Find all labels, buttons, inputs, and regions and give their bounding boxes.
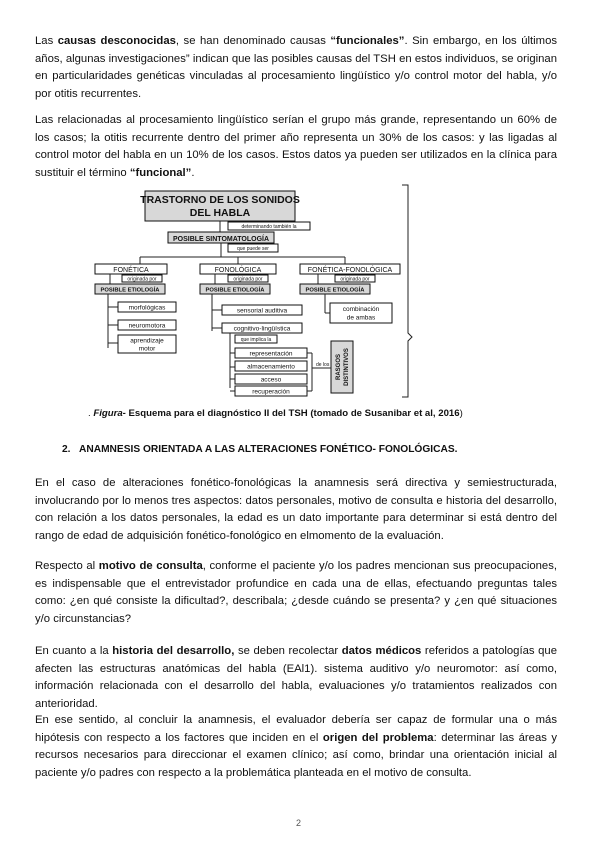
connector2-text: que puede ser	[237, 246, 269, 252]
sintomatologia-text: POSIBLE SINTOMATOLOGÍA	[172, 236, 270, 243]
page-number: 2	[296, 818, 302, 828]
figure-caption: . Figura- Esquema para el diagnóstico II del TSH (tomado de Susanibar et al, 2016)	[88, 408, 463, 419]
cause-aprendizaje: aprendizaje	[130, 337, 164, 345]
combinacion-line2: de ambas	[346, 314, 376, 322]
category-fonetica: FONÉTICA	[113, 267, 149, 274]
section-heading: 2. ANAMNESIS ORIENTADA A LAS ALTERACIONES FONÉTICO- FONOLÓGICAS.	[62, 444, 458, 455]
process-recuperacion: recuperación	[252, 388, 290, 396]
paragraph-motivo-consulta: Respecto al motivo de consulta, conforme el paciente y/o los padres mencionan sus preocupaciones, es indispensable que el entrevistador profundice en cada una de ellas, efectuando preguntas tales como: ¿en qué consiste la dificultad?, describala; ¿desde cuándo se presenta? y ¿en qué situaciones y/o circunstancias?	[35, 560, 557, 625]
que-implica-text: que implica la	[240, 337, 272, 343]
cause-morfologicas: morfológicas	[128, 304, 166, 312]
paragraph-anamnesis: En el caso de alteraciones fonético-fonológicas la anamnesis será directiva y semiestructurada, involucrando por lo menos tres aspectos: datos personales, motivo de consulta e historia del desarrollo, con relación a los datos personales, la edad es un dato importante para determinar si está dentro del rango de edad de adquisición fonético-fonológico en elmomento de la evaluación.	[35, 477, 557, 542]
paragraph-historia-desarrollo: En cuanto a la historia del desarrollo, se deben recolectar datos médicos referidos a patologías que afecten las estructuras anatómicas del habla (EAl1). sistema auditivo y/o neuromotor: así como, información relacionada con el desarrollo del habla, evaluaciones y/o tratamientos realizados con anterioridad.	[35, 645, 557, 710]
cause-sensorial-auditiva: sensorial auditiva	[236, 307, 288, 315]
paragraph-percentages: Las relacionadas al procesamiento lingüístico serían el grupo más grande, representando un 60% de los casos; la otitis recurrente dentro del primer año representa un 30% de los casos: y las ligadas al control motor del habla en un 10% de los casos. Estos datos ya pueden ser utilizados en la clínica para sustituir el término “funcional”.	[35, 114, 557, 179]
rasgos-line1: RASGOS	[336, 353, 342, 381]
originada-por-2: originada por	[233, 276, 263, 283]
diagram-bracket	[402, 185, 412, 397]
combinacion-line1: combinación	[342, 306, 380, 313]
tsh-diagnosis-diagram	[90, 183, 420, 405]
category-fonetica-fonologica: FONÉTICA-FONOLÓGICA	[307, 267, 393, 274]
process-acceso: acceso	[260, 376, 282, 384]
originada-por-1: originada por	[127, 276, 157, 283]
rasgos-line2: DISTINTIVOS	[344, 348, 350, 386]
diagram-title-line1: TRASTORNO DE LOS SONIDOS	[140, 194, 300, 206]
category-fonologica: FONOLÓGICA	[214, 267, 262, 274]
paragraph-causes: Las causas desconocidas, se han denominado causas “funcionales”. Sin embargo, en los últimos años, algunas investigaciones” indican que las posibles causas del TSH en estos individuos, se originan en particularidades genéticas vinculadas al procesamiento lingüístico y/o control motor del habla, y/o por otitis recurrentes.	[35, 35, 557, 100]
posible-etiologia-2: POSIBLE ETIOLOGÍA	[205, 287, 265, 294]
paragraph-hipotesis: En ese sentido, al concluir la anamnesis, el evaluador debería ser capaz de formular una o más hipótesis con respecto a los factores que inciden en el origen del problema: determinar las áreas y recursos necesarios para direccionar el examen clínico; así como, brindar una orientación inicial al paciente y/o padres con respecto a la problemática planteada en el motivo de consulta.	[35, 714, 558, 779]
cause-motor: motor	[138, 345, 156, 353]
de-los-text: de los	[316, 362, 330, 368]
connector1-text: determinando también la	[241, 224, 297, 230]
posible-etiologia-1: POSIBLE ETIOLOGÍA	[100, 287, 160, 294]
originada-por-3: originada por	[340, 276, 370, 283]
cause-cognitivo-linguistica: cognitivo-lingüística	[233, 325, 291, 333]
diagram-title-line2: DEL HABLA	[189, 207, 251, 219]
cause-neuromotora: neuromotora	[128, 322, 166, 330]
process-almacenamiento: almacenamiento	[247, 363, 295, 371]
process-representacion: representación	[249, 350, 293, 358]
posible-etiologia-3: POSIBLE ETIOLOGÍA	[305, 287, 365, 294]
